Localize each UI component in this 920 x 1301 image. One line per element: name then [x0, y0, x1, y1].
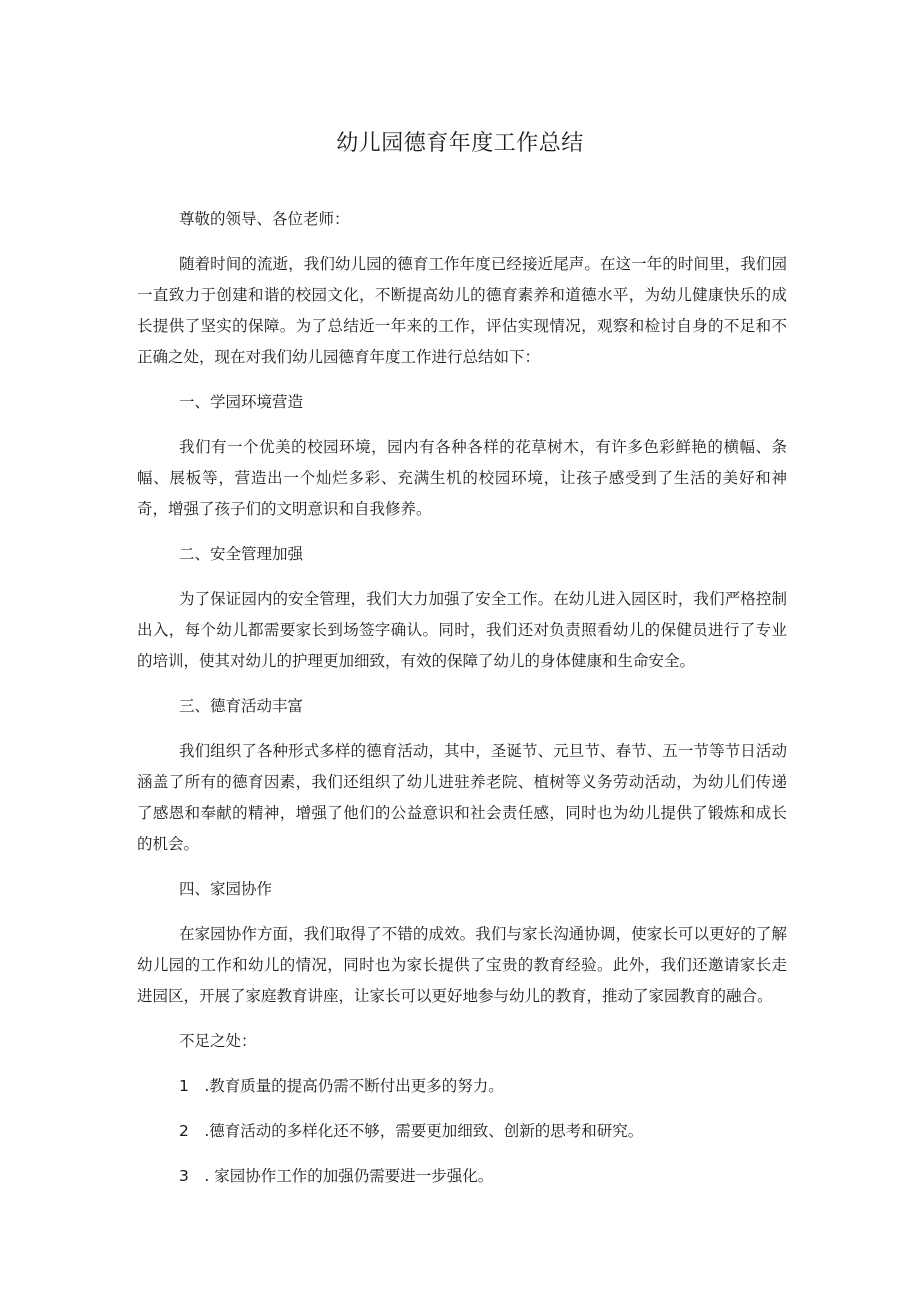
section-heading-activities: 三、德育活动丰富: [179, 697, 304, 715]
document-body: [137, 204, 787, 1206]
shortcoming-item: 2 .德育活动的多样化还不够，需要更加细致、创新的思考和研究。: [179, 1122, 644, 1140]
shortcoming-item: 3 . 家园协作工作的加强仍需要进一步强化。: [179, 1167, 494, 1185]
intro-paragraph: 随着时间的流逝，我们幼儿园的德育工作年度已经接近尾声。在这一年的时间里，我们园一直致力于创建和谐的校园文化，不断提高幼儿的德育素养和道德水平，为幼儿健康快乐的成长提供了坚实的保障。为了总结近一年来的工作，评估实现情况，观察和检讨自身的不足和不正确之处，现在对我们幼儿园德育年度工作进行总结如下：: [137, 255, 787, 366]
salutation: 尊敬的领导、各位老师：: [179, 210, 350, 228]
section-body-home-school: 在家园协作方面，我们取得了不错的成效。我们与家长沟通协调，使家长可以更好的了解幼儿园的工作和幼儿的情况，同时也为家长提供了宝贵的教育经验。此外，我们还邀请家长走进园区，开展了家庭教育讲座，让家长可以更好地参与幼儿的教育，推动了家园教育的融合。: [137, 925, 787, 1005]
shortcomings-heading: 不足之处：: [179, 1032, 257, 1050]
section-heading-environment: 一、学园环境营造: [179, 393, 304, 411]
section-heading-safety: 二、安全管理加强: [179, 545, 304, 563]
section-body-safety: 为了保证园内的安全管理，我们大力加强了安全工作。在幼儿进入园区时，我们严格控制出入，每个幼儿都需要家长到场签字确认。同时，我们还对负责照看幼儿的保健员进行了专业的培训，使其对幼儿的护理更加细致，有效的保障了幼儿的身体健康和生命安全。: [137, 590, 787, 670]
section-body-activities: 我们组织了各种形式多样的德育活动，其中，圣诞节、元旦节、春节、五一节等节日活动涵盖了所有的德育因素，我们还组织了幼儿进驻养老院、植树等义务劳动活动，为幼儿们传递了感恩和奉献的精神，增强了他们的公益意识和社会责任感，同时也为幼儿提供了锻炼和成长的机会。: [137, 742, 787, 853]
shortcoming-item: 1 .教育质量的提高仍需不断付出更多的努力。: [179, 1077, 504, 1095]
section-body-environment: 我们有一个优美的校园环境，园内有各种各样的花草树木，有许多色彩鲜艳的横幅、条幅、展板等，营造出一个灿烂多彩、充满生机的校园环境，让孩子感受到了生活的美好和神奇，增强了孩子们的文明意识和自我修养。: [137, 438, 787, 518]
section-heading-home-school: 四、家园协作: [179, 880, 273, 898]
document-title: 幼儿园德育年度工作总结: [336, 131, 584, 156]
